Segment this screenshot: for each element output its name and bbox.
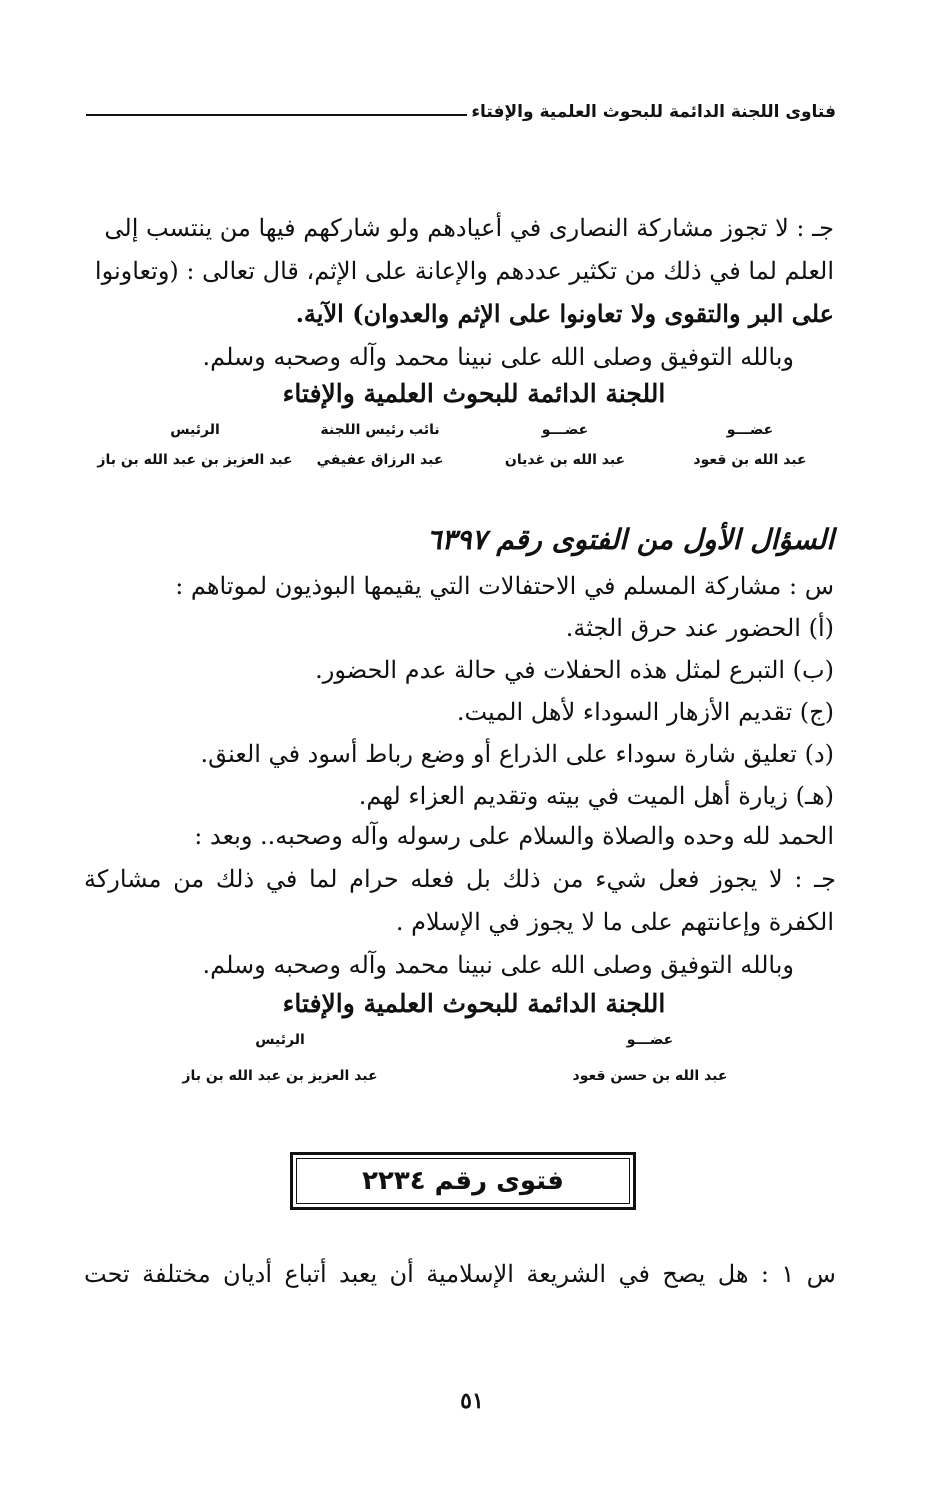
question-heading: السؤال الأول من الفتوى رقم ٦٣٩٧	[426, 523, 834, 556]
signatory-title: نائب رئيس اللجنة	[320, 422, 440, 438]
praise-line: الحمد لله وحده والصلاة والسلام على رسوله وآله وصحبه.. وبعد :	[194, 822, 834, 850]
question-line: س : مشاركة المسلم في الاحتفالات التي يقيمها البوذيون لموتاهم :	[175, 572, 834, 600]
signatory-name: عبد الرزاق عفيفي	[316, 452, 444, 468]
question-item-c: (ج) تقديم الأزهار السوداء لأهل الميت.	[456, 698, 834, 726]
signatory-title: عضـــو	[626, 1032, 674, 1048]
question-item-e: (هـ) زيارة أهل الميت في بيته وتقديم العزاء لهم.	[358, 782, 834, 810]
signatory-member	[560, 1030, 740, 1086]
answer-line-1: جـ : لا يجوز فعل شيء من ذلك بل فعله حرام لما في ذلك من مشاركة	[84, 865, 836, 893]
committee-name: اللجنة الدائمة للبحوث العلمية والإفتاء	[282, 379, 666, 408]
fatwa-number-box	[290, 1152, 636, 1210]
signatory-name: عبد العزيز بن عبد الله بن باز	[97, 452, 293, 468]
signatory-name: عبد الله بن غديان	[504, 452, 626, 468]
answer-line-2: العلم لما في ذلك من تكثير عددهم والإعانة على الإثم، قال تعالى : (وتعاونوا	[94, 257, 834, 285]
answer-line-2: الكفرة وإعانتهم على ما لا يجوز في الإسلام .	[395, 908, 834, 936]
closing-prayer: وبالله التوفيق وصلى الله على نبينا محمد وآله وصحبه وسلم.	[202, 343, 794, 371]
question-item-b: (ب) التبرع لمثل هذه الحفلات في حالة عدم الحضور.	[315, 656, 834, 684]
question-item-d: (د) تعليق شارة سوداء على الذراع أو وضع رباط أسود في العنق.	[200, 740, 834, 768]
running-header-title: فتاوى اللجنة الدائمة للبحوث العلمية والإفتاء	[471, 102, 836, 122]
signatory-name: عبد الله بن حسن قعود	[572, 1068, 728, 1084]
question-item-a: (أ) الحضور عند حرق الجثة.	[565, 614, 834, 642]
signatory-member	[490, 420, 640, 470]
answer-line-1: جـ : لا تجوز مشاركة النصارى في أعيادهم ولو شاركهم فيها من ينتسب إلى	[104, 214, 834, 242]
signatory-vice-chair	[305, 420, 455, 470]
signatory-title: الرئيس	[170, 422, 220, 438]
header-rule	[86, 114, 467, 116]
running-header	[86, 92, 836, 122]
signatory-chair	[160, 1030, 400, 1086]
page-number: ٥١	[460, 1388, 484, 1414]
answer-line-3: على البر والتقوى ولا تعاونوا على الإثم والعدوان) الآية.	[295, 299, 834, 328]
committee-name: اللجنة الدائمة للبحوث العلمية والإفتاء	[282, 989, 666, 1018]
signatory-title: الرئيس	[255, 1032, 305, 1048]
signatory-title: عضـــو	[726, 422, 774, 438]
signatory-name: عبد الله بن قعود	[693, 452, 807, 468]
signatory-name: عبد العزيز بن عبد الله بن باز	[182, 1068, 378, 1084]
signatory-member	[680, 420, 820, 470]
question-line: س ١ : هل يصح في الشريعة الإسلامية أن يعبد أتباع أديان مختلفة تحت	[84, 1260, 836, 1288]
signatory-title: عضـــو	[541, 422, 589, 438]
signatory-chair	[95, 420, 295, 470]
fatwa-number-label: فتوى رقم ٢٢٣٤	[362, 1166, 564, 1196]
closing-prayer: وبالله التوفيق وصلى الله على نبينا محمد وآله وصحبه وسلم.	[202, 951, 794, 979]
